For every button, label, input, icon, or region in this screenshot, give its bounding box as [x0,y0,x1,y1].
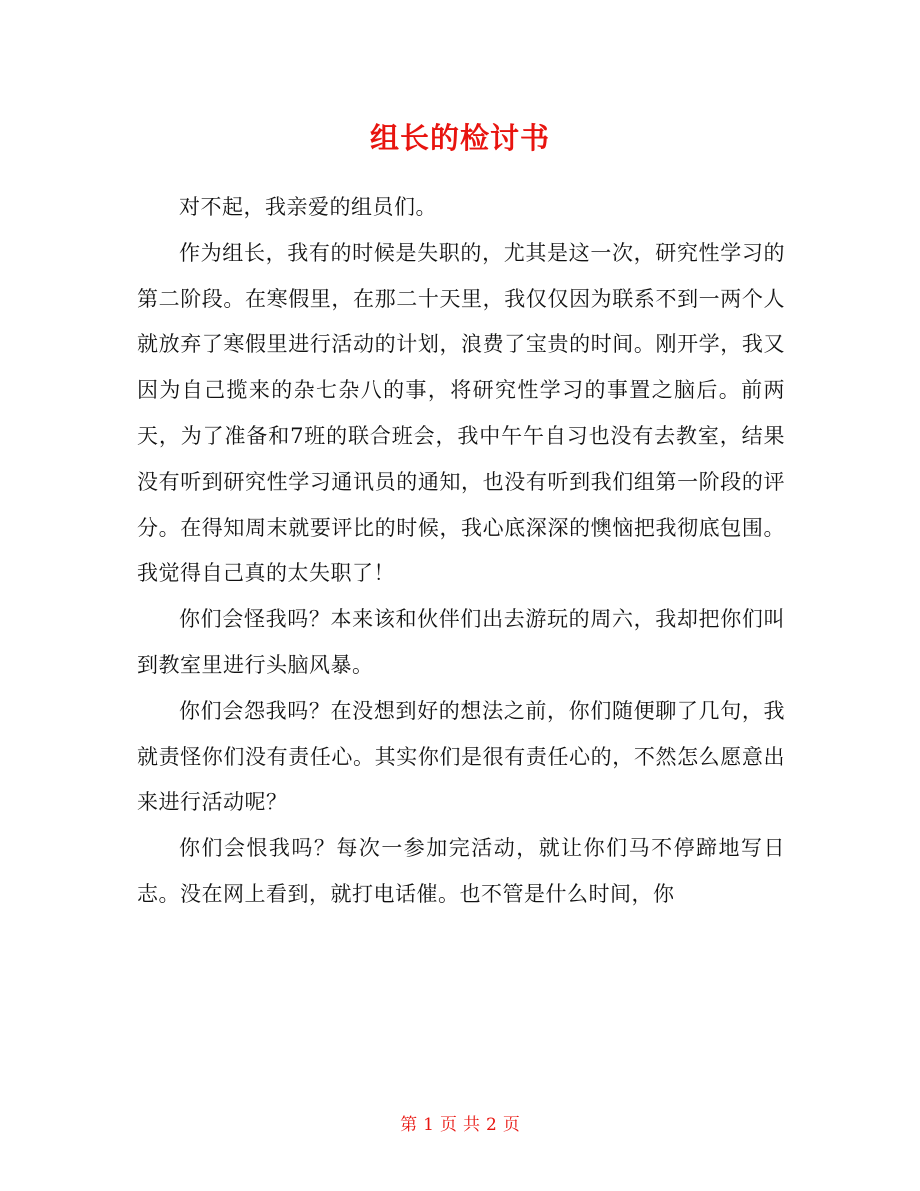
paragraph-2: 作为组长，我有的时候是失职的，尤其是这一次，研究性学习的第二阶段。在寒假里，在那二十天里，我仅仅因为联系不到一两个人就放弃了寒假里进行活动的计划，浪费了宝贵的时间。刚开学，我又因为自己揽来的杂七杂八的事，将研究性学习的事置之脑后。前两天，为了准备和7班的联合班会，我中午午自习也没有去教室，结果没有听到研究性学习通讯员的通知，也没有听到我们组第一阶段的评分。在得知周末就要评比的时候，我心底深深的懊恼把我彻底包围。我觉得自己真的太失职了！ [137,240,785,586]
paragraph-4: 你们会怨我吗？在没想到好的想法之前，你们随便聊了几句，我就责怪你们没有责任心。其实你们是很有责任心的，不然怎么愿意出来进行活动呢？ [137,698,785,815]
paragraph-5: 你们会恨我吗？每次一参加完活动，就让你们马不停蹄地写日志。没在网上看到，就打电话催。也不管是什么时间，你 [137,836,785,906]
footer-page-prefix: 第 [400,1115,418,1135]
footer-page-mid: 页 [440,1115,457,1135]
page-footer [0,1112,920,1138]
footer-total-pages: 2 [486,1115,497,1135]
document-title: 组长的检讨书 [369,121,550,155]
footer-page-suffix: 页 [502,1115,520,1135]
paragraph-1: 对不起，我亲爱的组员们。 [179,195,437,219]
paragraph-3: 你们会怪我吗？本来该和伙伴们出去游玩的周六，我却把你们叫到教室里进行头脑风暴。 [137,607,785,677]
footer-total-prefix: 共 [463,1115,480,1135]
footer-current-page: 1 [423,1115,434,1135]
document-body [137,185,785,918]
